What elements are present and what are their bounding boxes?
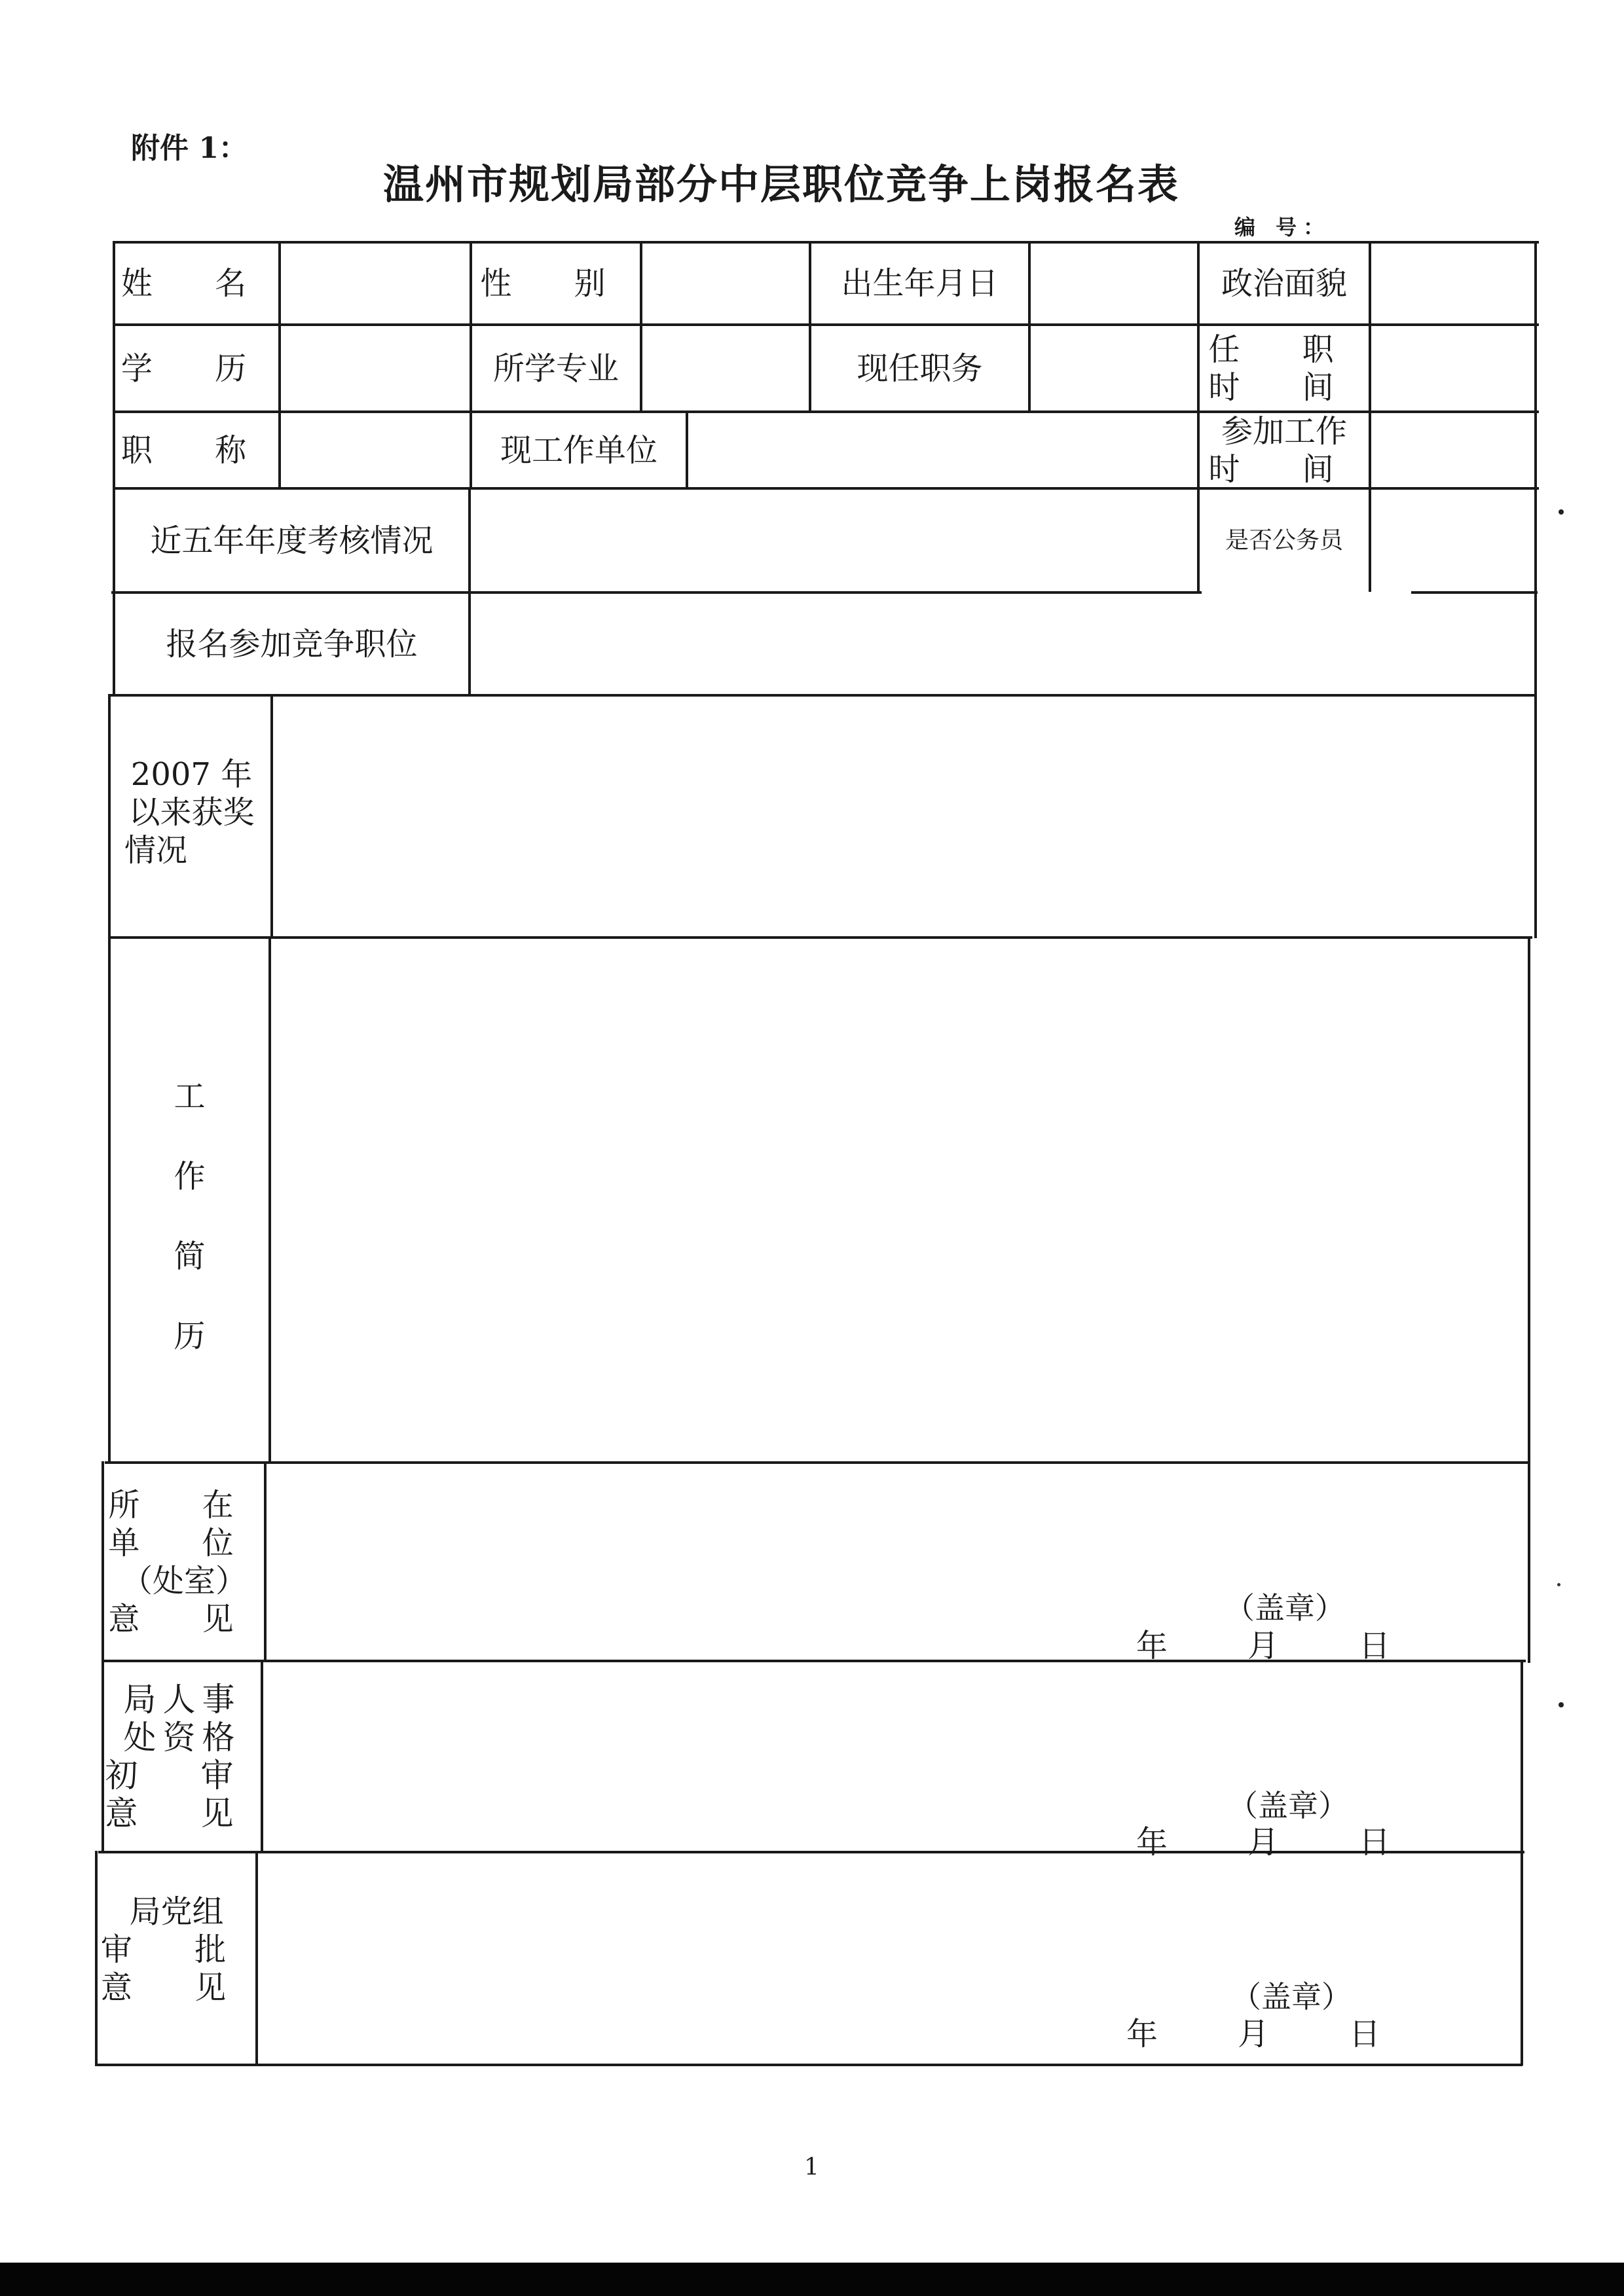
scan-speck (1559, 509, 1564, 515)
annex-label: 附件 1： (131, 132, 248, 165)
scan-edge-bar (0, 2263, 1624, 2296)
tenure-label-line1: 任 职 (1208, 331, 1360, 368)
party-approval-seal: （盖章） (1231, 1979, 1352, 2014)
awards-label-line2: 以来获奖 (128, 794, 255, 831)
awards-label (113, 697, 270, 936)
apply-position-field[interactable] (471, 594, 1534, 694)
hr-review-seal: （盖章） (1228, 1788, 1348, 1823)
name-field[interactable] (281, 244, 470, 323)
job-title-field[interactable] (281, 413, 470, 487)
tenure-field[interactable] (1371, 326, 1534, 410)
unit-opinion-line: 所 在 (108, 1486, 260, 1523)
scan-speck (1557, 1583, 1560, 1586)
current-position-label: 现任职务 (857, 350, 983, 387)
unit-opinion-month: 月 (1247, 1628, 1280, 1664)
number-field[interactable] (1329, 208, 1526, 237)
page-title: 温州市规划局部分中层职位竞争上岗报名表 (383, 160, 1180, 208)
education-label: 学 历 (120, 350, 273, 387)
birth-field[interactable] (1031, 244, 1197, 323)
awards-field[interactable] (273, 697, 1534, 936)
work-start-label-line2: 时 间 (1208, 450, 1360, 488)
job-title-label: 职 称 (120, 431, 273, 469)
current-position-field[interactable] (1031, 326, 1197, 410)
unit-opinion-line: 意 见 (108, 1600, 260, 1637)
table-border-right (1521, 1660, 1523, 2066)
work-start-label (1200, 413, 1369, 487)
work-resume-char: 作 (174, 1158, 206, 1195)
unit-opinion-label (104, 1464, 264, 1660)
table-border-right (1534, 241, 1537, 938)
apply-position-label: 报名参加竞争职位 (166, 625, 418, 663)
party-approval-month: 月 (1238, 2016, 1270, 2052)
number-label: 编 号： (1234, 215, 1331, 240)
scan-speck (1559, 1702, 1564, 1707)
hr-review-month: 月 (1247, 1824, 1280, 1861)
unit-opinion-line: （处室） (120, 1562, 247, 1599)
party-approval-year: 年 (1126, 2016, 1158, 2052)
name-label: 姓 名 (120, 265, 273, 302)
gender-label: 性 别 (480, 265, 632, 302)
unit-opinion-seal: （盖章） (1225, 1590, 1345, 1626)
party-approval-line: 局党组 (129, 1893, 224, 1930)
work-start-field[interactable] (1371, 413, 1534, 487)
party-approval-line: 意 见 (100, 1969, 253, 2006)
work-resume-char: 工 (174, 1078, 206, 1115)
work-resume-char: 历 (174, 1318, 206, 1355)
work-resume-char: 简 (174, 1238, 206, 1275)
tenure-label-line2: 时 间 (1208, 369, 1360, 406)
education-field[interactable] (281, 326, 470, 410)
assessment-field[interactable] (471, 490, 1197, 591)
unit-opinion-field[interactable] (267, 1464, 1528, 1660)
tenure-label (1200, 326, 1369, 410)
table-border-right (1528, 936, 1530, 1663)
civil-servant-label: 是否公务员 (1225, 526, 1343, 554)
assessment-label: 近五年年度考核情况 (150, 522, 434, 559)
party-approval-line: 审 批 (100, 1931, 253, 1968)
hr-review-year: 年 (1136, 1824, 1168, 1861)
awards-label-line3: 情况 (124, 832, 188, 869)
work-resume-field[interactable] (271, 939, 1528, 1461)
major-label: 所学专业 (492, 350, 619, 387)
political-status-label: 政治面貌 (1221, 265, 1347, 302)
hr-review-line: 处资格 (123, 1719, 242, 1757)
political-status-field[interactable] (1371, 244, 1534, 323)
work-unit-label: 现工作单位 (500, 431, 657, 469)
unit-opinion-day: 日 (1359, 1628, 1391, 1664)
awards-label-line1: 2007 年 (130, 756, 253, 793)
civil-servant-field[interactable] (1371, 490, 1534, 591)
gender-field[interactable] (642, 244, 809, 323)
party-approval-label (98, 1853, 255, 2064)
work-resume-label (111, 939, 268, 1461)
work-unit-field[interactable] (688, 413, 1197, 487)
hr-review-line: 初 审 (105, 1757, 260, 1795)
work-start-label-line1: 参加工作 (1221, 412, 1347, 450)
birth-label: 出生年月日 (841, 265, 999, 302)
hr-review-line: 局人事 (123, 1681, 242, 1719)
major-field[interactable] (642, 326, 809, 410)
party-approval-field[interactable] (258, 1853, 1521, 2064)
hr-review-line: 意 见 (105, 1795, 260, 1832)
page-number: 1 (804, 2154, 819, 2181)
unit-opinion-line: 单 位 (108, 1524, 260, 1561)
party-approval-day: 日 (1349, 2016, 1381, 2052)
table-border-bottom (95, 2064, 1522, 2066)
hr-review-day: 日 (1359, 1824, 1391, 1861)
hr-review-label (104, 1662, 261, 1851)
unit-opinion-year: 年 (1136, 1628, 1168, 1664)
